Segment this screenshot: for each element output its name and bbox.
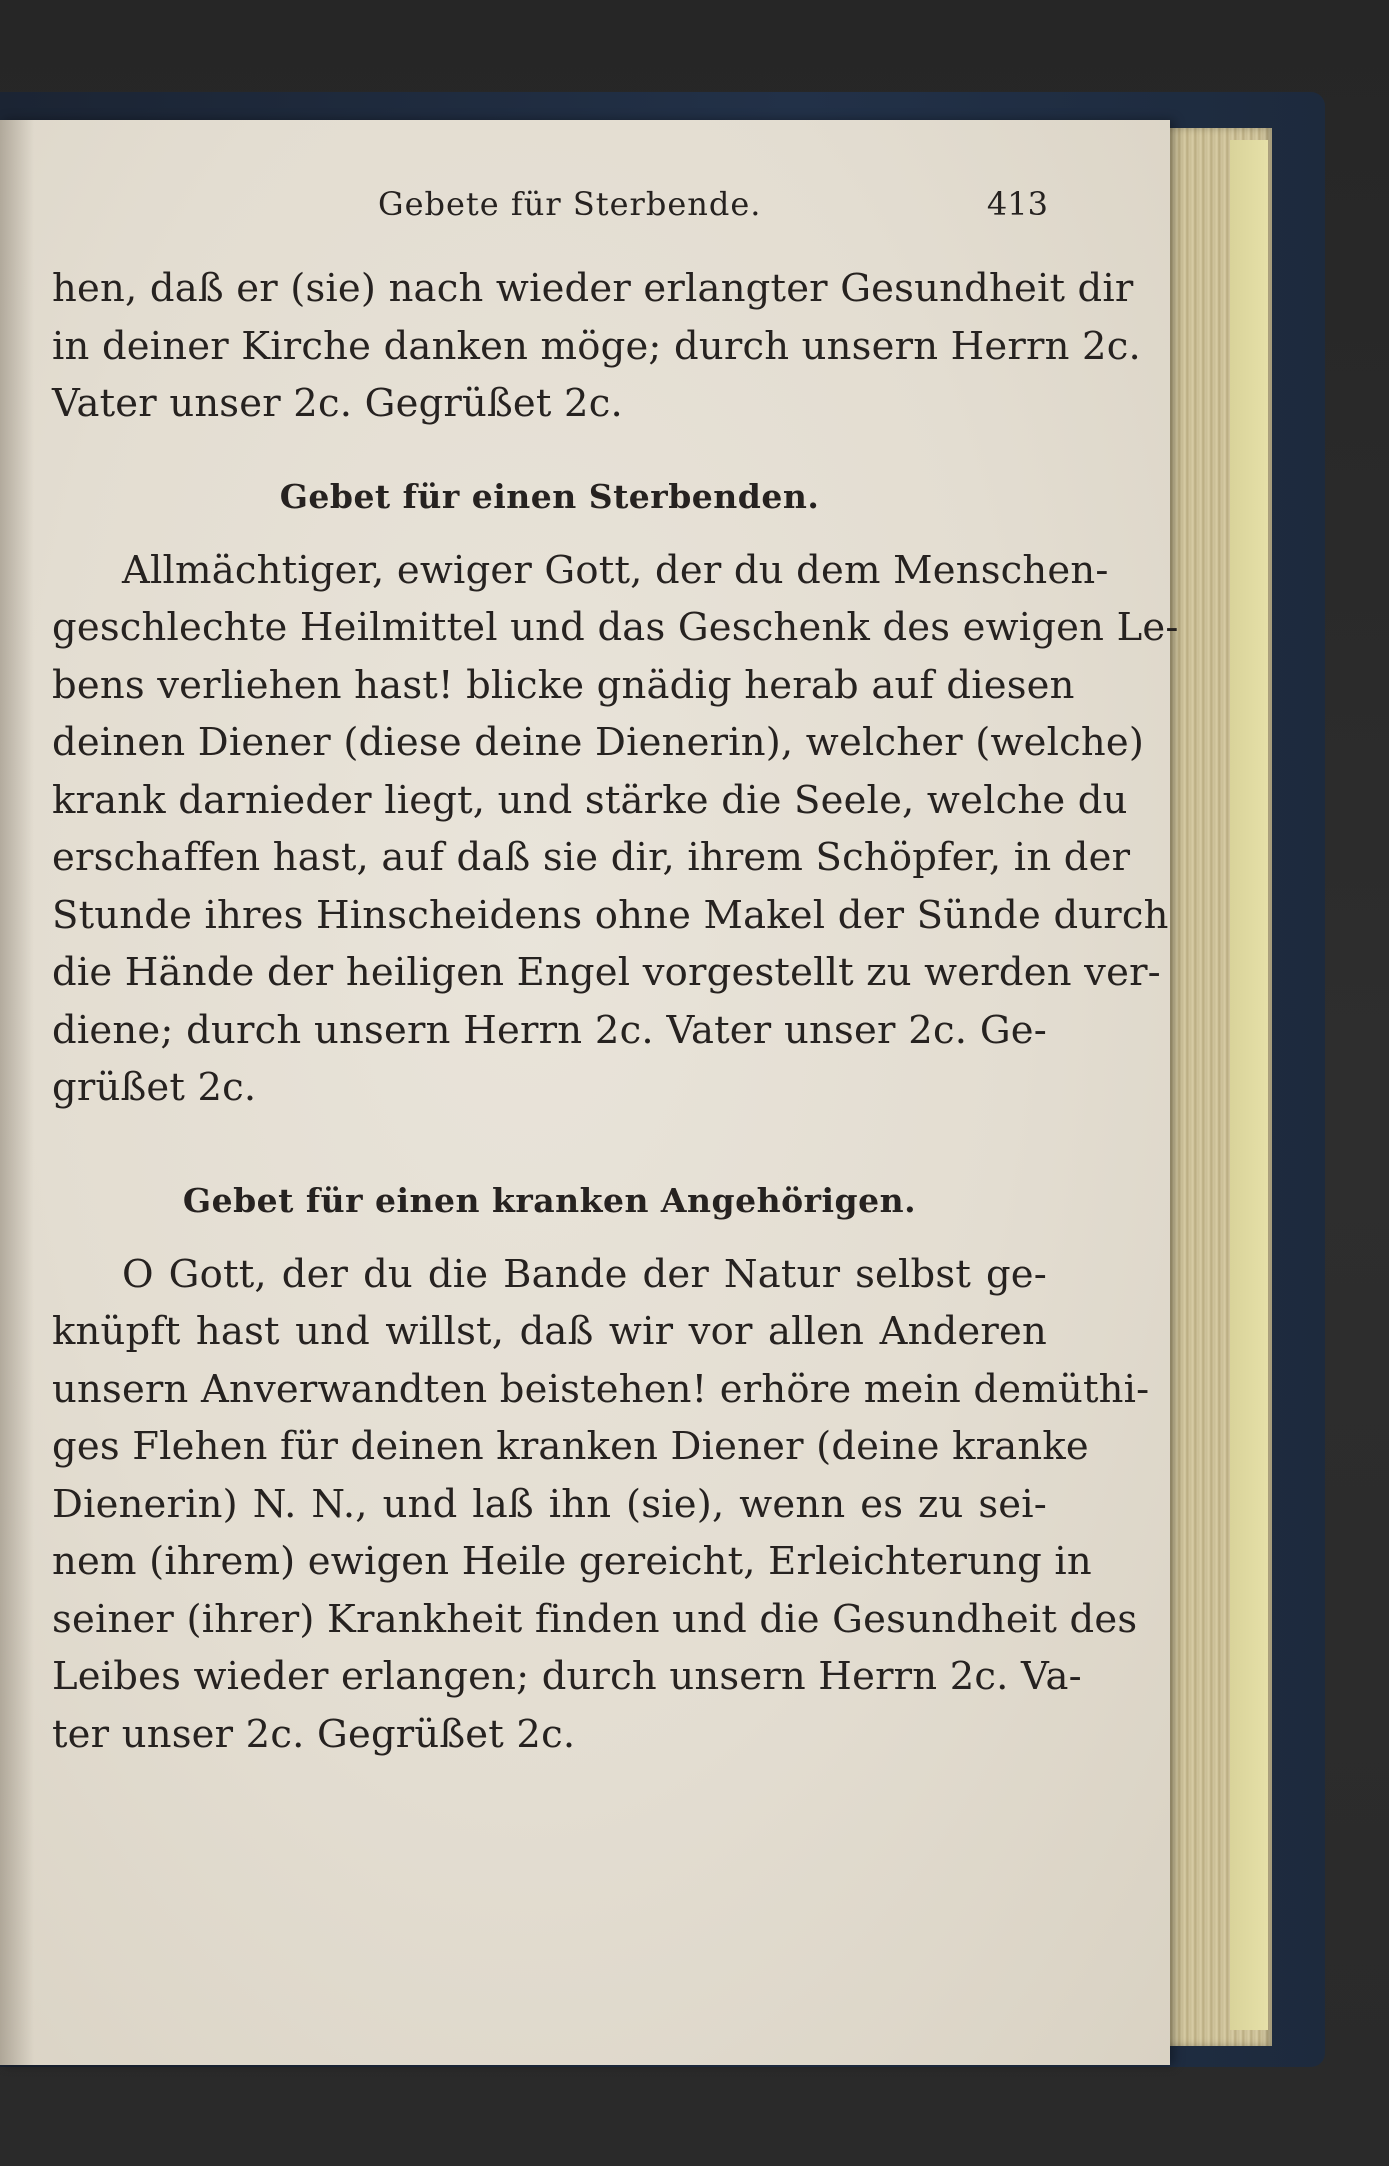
book-page <box>0 120 1179 2065</box>
text-line: Stunde ihres Hinscheidens ohne Makel der Sünde durch <box>52 892 1169 938</box>
text-line: Vater unser 2c. Gegrüßet 2c. <box>52 381 623 426</box>
text-line: nem (ihrem) ewigen Heile gereicht, Erleichterung in <box>52 1539 1092 1584</box>
running-head <box>58 185 1048 235</box>
prayer-sick-relative-paragraph <box>52 1246 1150 1764</box>
text-line: deinen Diener (diese deine Dienerin), welcher (welche) <box>52 720 1145 765</box>
page-body <box>52 260 1179 1763</box>
text-line: hen, daß er (sie) nach wieder erlangter Gesundheit dir <box>52 266 1134 311</box>
page-number: 413 <box>986 185 1048 223</box>
page-edge-endpaper <box>1230 140 1268 2030</box>
text-line: in deiner Kirche danken möge; durch unsern Herrn 2c. <box>52 323 1141 369</box>
text-line: Allmächtiger, ewiger Gott, der du dem Menschen- <box>122 547 1109 593</box>
prayer-dying-paragraph <box>52 542 1179 1117</box>
section-heading-dying: Gebet für einen Sterbenden. <box>279 476 820 516</box>
text-line: Leibes wieder erlangen; durch unsern Herrn 2c. Va- <box>52 1654 1082 1699</box>
text-line: Dienerin) N. N., und laß ihn (sie), wenn es zu sei- <box>52 1481 1047 1527</box>
text-line: seiner (ihrer) Krankheit finden und die Gesundheit des <box>52 1596 1138 1642</box>
text-line: O Gott, der du die Bande der Natur selbst ge- <box>122 1251 1047 1297</box>
section-heading-sick-relative: Gebet für einen kranken Angehörigen. <box>182 1180 917 1220</box>
text-line: grüßet 2c. <box>52 1065 257 1110</box>
intro-paragraph <box>52 260 1141 433</box>
text-line: die Hände der heiligen Engel vorgestellt zu werden ver- <box>52 950 1161 995</box>
text-line: knüpft hast und willst, daß wir vor allen Anderen <box>52 1309 1047 1354</box>
text-line: geschlechte Heilmittel und das Geschenk des ewigen Le- <box>52 605 1179 650</box>
text-line: bens verliehen hast! blicke gnädig herab auf diesen <box>52 662 1075 708</box>
running-title: Gebete für Sterbende. <box>378 185 762 223</box>
text-line: krank darnieder liegt, und stärke die Seele, welche du <box>52 777 1128 823</box>
text-line: diene; durch unsern Herrn 2c. Vater unser 2c. Ge- <box>52 1007 1047 1053</box>
text-line: unsern Anverwandten beistehen! erhöre mein demüthi- <box>52 1366 1150 1412</box>
text-line: ges Flehen für deinen kranken Diener (deine kranke <box>52 1424 1089 1469</box>
spine-shadow <box>0 120 34 2065</box>
text-line: erschaffen hast, auf daß sie dir, ihrem Schöpfer, in der <box>52 835 1131 880</box>
text-line: ter unser 2c. Gegrüßet 2c. <box>52 1711 576 1757</box>
